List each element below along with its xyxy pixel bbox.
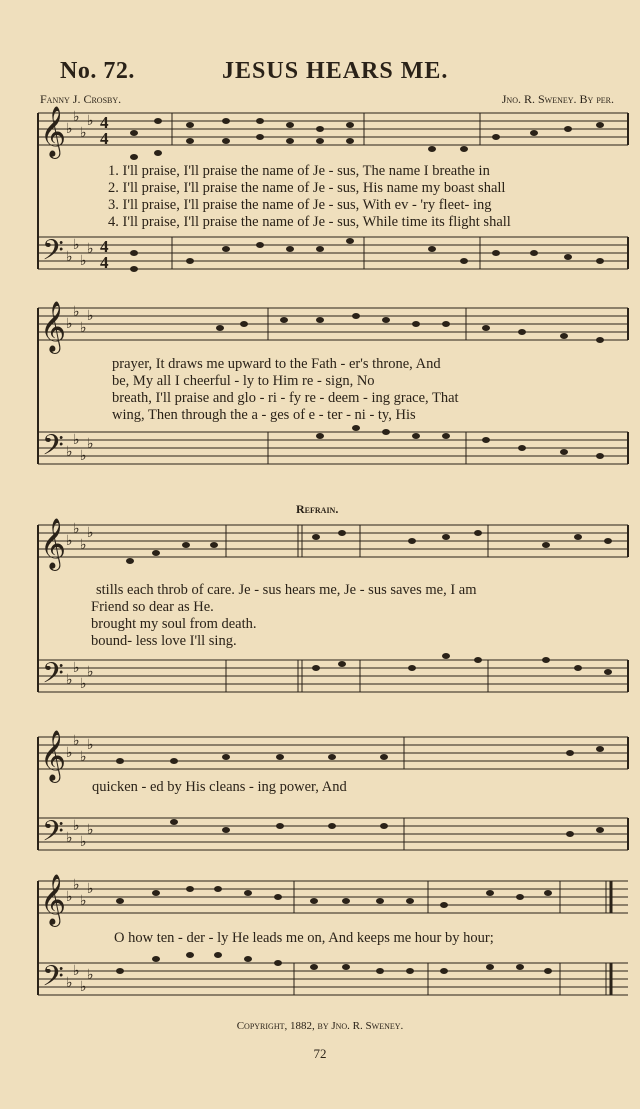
svg-text:♭: ♭ [80, 537, 87, 553]
bass-clef-icon: 𝄢 [42, 657, 64, 697]
svg-text:♭: ♭ [73, 304, 80, 320]
verse-4-line-2: wing, Then through the a - ges of e - ter - ni - ty, His [112, 407, 416, 423]
svg-text:♭: ♭ [66, 975, 73, 991]
verse-1-line-3: stills each throb of care. Je - sus hears me, Je - sus saves me, I am [96, 582, 477, 598]
bass-clef-icon: 𝄢 [42, 234, 64, 274]
verse-4-line-1: 4. I'll praise, I'll praise the name of Je - sus, While time its flight shall [108, 214, 511, 230]
verse-4-line-3: bound- less love I'll sing. [91, 633, 237, 649]
bass-clef-icon: 𝄢 [42, 960, 64, 1000]
svg-text:♭: ♭ [73, 432, 80, 448]
system1-treble-staff [38, 113, 628, 145]
treble-clef-icon: 𝄞 [40, 106, 67, 157]
verse-2-line-1: 2. I'll praise, I'll praise the name of Je - sus, His name my boast shall [108, 180, 506, 196]
svg-text:♭: ♭ [80, 320, 87, 336]
treble-clef-icon: 𝄞 [40, 518, 67, 569]
bass-clef-icon: 𝄢 [42, 429, 64, 469]
key-signature-flats [66, 109, 94, 995]
svg-text:♭: ♭ [80, 749, 87, 765]
svg-text:4: 4 [100, 129, 109, 148]
verse-3-line-3: brought my soul from death. [91, 616, 257, 632]
hymn-number: No. 72. [60, 58, 135, 84]
svg-text:♭: ♭ [66, 830, 73, 846]
verse-1-line-2: prayer, It draws me upward to the Fath - er's throne, And [112, 356, 441, 372]
system4-treble-staff [38, 737, 628, 769]
treble-clef-icon: 𝄞 [40, 730, 67, 781]
svg-text:♭: ♭ [80, 448, 87, 464]
svg-text:4: 4 [100, 253, 109, 272]
svg-text:♭: ♭ [73, 733, 80, 749]
svg-text:♭: ♭ [80, 125, 87, 141]
refrain-line-3: O how ten - der - ly He leads me on, And keeps me hour by hour; [114, 930, 494, 946]
system2-bass-staff [38, 432, 628, 464]
svg-text:♭: ♭ [87, 308, 94, 324]
system2-treble-staff [38, 308, 628, 340]
system4-bass-staff [38, 818, 628, 850]
svg-text:♭: ♭ [73, 660, 80, 676]
bass-clef-icon: 𝄢 [42, 815, 64, 855]
svg-text:4: 4 [100, 113, 109, 132]
verse-2-line-2: be, My all I cheerful - ly to Him re - sign, No [112, 373, 375, 389]
svg-text:♭: ♭ [80, 893, 87, 909]
page-number: 72 [313, 1046, 327, 1061]
verse-1-line-1: 1. I'll praise, I'll praise the name of Je - sus, The name I breathe in [108, 163, 490, 179]
svg-text:♭: ♭ [66, 889, 73, 905]
svg-text:♭: ♭ [73, 963, 80, 979]
svg-text:♭: ♭ [80, 979, 87, 995]
svg-text:♭: ♭ [73, 237, 80, 253]
svg-text:♭: ♭ [80, 676, 87, 692]
verse-3-line-1: 3. I'll praise, I'll praise the name of Je - sus, With ev - 'ry fleet- ing [108, 197, 492, 213]
svg-text:4: 4 [100, 237, 109, 256]
svg-text:♭: ♭ [87, 967, 94, 983]
svg-text:♭: ♭ [80, 834, 87, 850]
treble-clef-icon: 𝄞 [40, 301, 67, 352]
svg-text:♭: ♭ [66, 745, 73, 761]
system5-treble-staff [38, 881, 628, 913]
refrain-line-2: quicken - ed by His cleans - ing power, And [92, 779, 347, 795]
verse-2-line-3: Friend so dear as He. [91, 599, 214, 615]
composer-credit: Jno. R. Sweney. By per. [501, 92, 614, 106]
svg-text:♭: ♭ [73, 818, 80, 834]
svg-text:♭: ♭ [87, 113, 94, 129]
svg-text:♭: ♭ [66, 672, 73, 688]
svg-text:♭: ♭ [66, 121, 73, 137]
svg-text:♭: ♭ [73, 109, 80, 125]
svg-text:♭: ♭ [87, 525, 94, 541]
svg-text:♭: ♭ [87, 737, 94, 753]
system3-bass-staff [38, 660, 628, 692]
svg-text:♭: ♭ [66, 533, 73, 549]
svg-text:♭: ♭ [87, 241, 94, 257]
svg-text:♭: ♭ [87, 822, 94, 838]
copyright-notice: Copyright, 1882, by Jno. R. Sweney. [236, 1020, 404, 1032]
refrain-label: Refrain. [296, 502, 339, 516]
svg-text:♭: ♭ [66, 249, 73, 265]
svg-text:♭: ♭ [73, 521, 80, 537]
verse-3-line-2: breath, I'll praise and glo - ri - fy re - deem - ing grace, That [112, 390, 459, 406]
svg-text:♭: ♭ [66, 316, 73, 332]
treble-clef-icon: 𝄞 [40, 874, 67, 925]
svg-text:♭: ♭ [66, 444, 73, 460]
svg-text:♭: ♭ [87, 881, 94, 897]
svg-text:♭: ♭ [87, 436, 94, 452]
svg-text:♭: ♭ [73, 877, 80, 893]
system1-bass-staff [38, 237, 628, 269]
svg-text:♭: ♭ [87, 664, 94, 680]
svg-text:♭: ♭ [80, 253, 87, 269]
lyricist-credit: Fanny J. Crosby. [40, 92, 122, 106]
system5-bass-staff [38, 963, 628, 995]
system3-treble-staff [38, 525, 628, 557]
hymn-title: JESUS HEARS ME. [222, 58, 449, 84]
